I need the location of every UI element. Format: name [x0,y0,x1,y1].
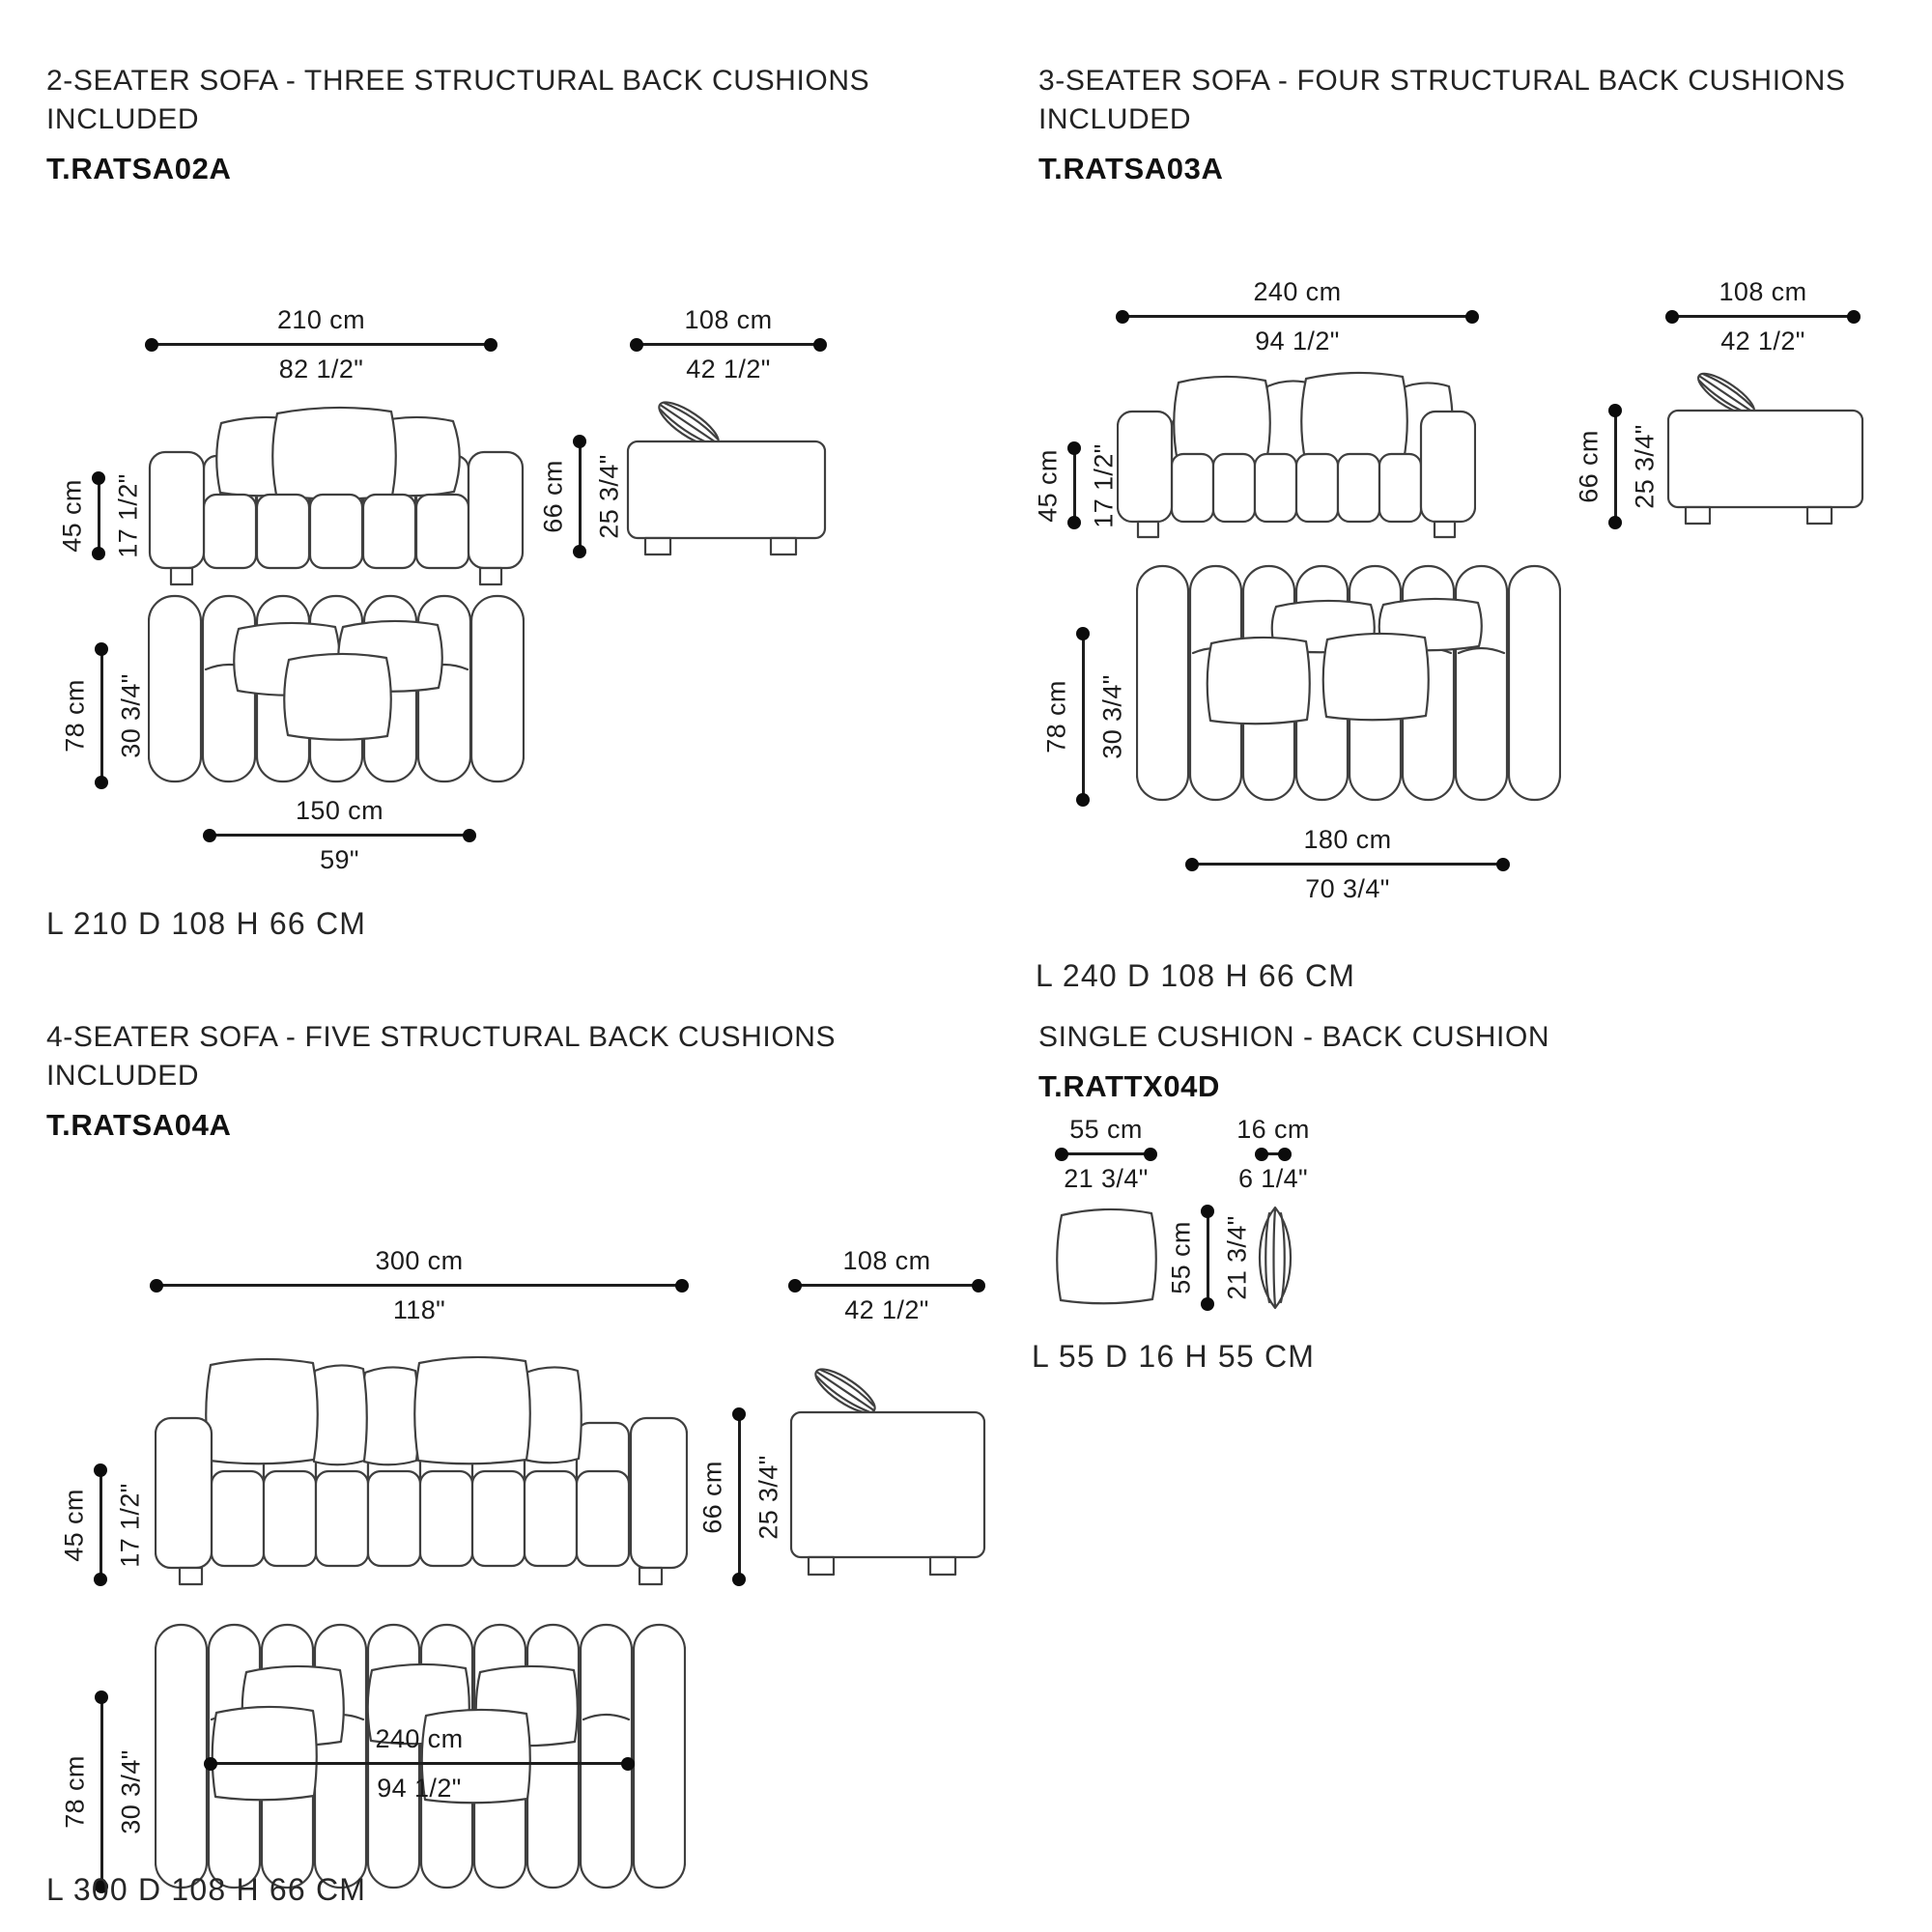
cushion-outline [1057,1209,1156,1303]
product-code: T.RATTX04D [1038,1069,1221,1103]
dim-in-label: 42 1/2" [686,355,771,384]
dim-in-label: 25 3/4" [594,454,624,539]
dim-cm-label: 180 cm [1303,825,1392,854]
product-code: T.RATSA03A [1038,152,1224,185]
panel-3seater-title [1038,62,1932,186]
dim-in-label: 59" [320,845,359,874]
dim-cm-label: 66 cm [1574,430,1604,503]
dim-2seater-front-width [148,305,495,384]
dim-cm-label: 16 cm [1236,1115,1310,1144]
dim-in-label: 94 1/2" [377,1774,462,1803]
panel-2seater-footer: L 210 D 108 H 66 CM [46,906,367,941]
sofa-body [791,1412,984,1575]
dimension-line [1119,315,1476,318]
dim-cm-label: 45 cm [57,479,87,553]
sofa-feet [1138,522,1455,537]
dim-in-label: 82 1/2" [278,355,364,384]
dim-in-label: 30 3/4" [116,1749,146,1834]
dim-cm-label: 66 cm [697,1460,727,1534]
panel-cushion-footer: L 55 D 16 H 55 CM [1032,1339,1316,1374]
dim-cm-label: 45 cm [59,1488,89,1562]
dim-in-label: 25 3/4" [1630,424,1660,509]
sofa-body [628,441,825,554]
product-code: T.RATSA02A [46,152,232,185]
three-seater-side-view [1666,365,1864,531]
product-code: T.RATSA04A [46,1108,232,1142]
dim-in-label: 94 1/2" [1255,327,1340,355]
dim-4seater-side-width [791,1246,982,1324]
dim-in-label: 42 1/2" [844,1295,929,1324]
sofa-body [1668,411,1862,524]
seat-cushions [204,495,469,568]
dim-cushion-width [1058,1115,1154,1193]
dim-in-label: 17 1/2" [1089,442,1119,528]
panel-cushion-title [1038,1018,1932,1104]
panel-title-line2: INCLUDED [46,103,200,135]
seat-cushions [1172,454,1421,522]
two-seater-front-view [148,404,525,587]
dim-in-label: 25 3/4" [753,1454,783,1540]
dim-cm-label: 55 cm [1069,1115,1143,1144]
dim-cm-label: 300 cm [375,1246,464,1275]
panel-title-line1: 2-SEATER SOFA - THREE STRUCTURAL BACK CUSHIONS [46,65,870,97]
dim-in-label: 30 3/4" [116,673,146,758]
dim-cm-label: 150 cm [296,796,384,825]
dim-3seater-side-width [1668,277,1858,355]
dimension-line [153,1284,686,1287]
dim-in-label: 21 3/4" [1222,1215,1252,1300]
dim-in-label: 6 1/4" [1237,1164,1309,1193]
dim-in-label: 17 1/2" [115,1482,145,1568]
three-seater-top-view [1136,564,1561,802]
dimension-line [148,343,495,346]
dim-in-label: 17 1/2" [113,473,143,558]
dim-3seater-seat-width [1188,825,1507,903]
two-seater-side-view [626,391,829,565]
dimension-line [1258,1152,1289,1155]
dim-cm-label: 66 cm [538,460,568,533]
dimension-line [633,343,824,346]
panel-4seater-title [46,1018,974,1143]
dim-2seater-seat-width [206,796,473,874]
panel-title-line1: SINGLE CUSHION - BACK CUSHION [1038,1021,1550,1053]
cushion-side-outline [1260,1208,1291,1308]
dim-cm-label: 78 cm [1041,680,1071,753]
dim-3seater-front-width [1119,277,1476,355]
four-seater-side-view [789,1350,986,1579]
dim-in-label: 70 3/4" [1305,874,1390,903]
dim-cm-label: 45 cm [1033,448,1063,523]
panel-title-line2: INCLUDED [1038,103,1192,135]
dim-cm-label: 55 cm [1166,1221,1196,1294]
panel-title-line1: 3-SEATER SOFA - FOUR STRUCTURAL BACK CUSHIONS [1038,65,1846,97]
back-cushions [206,1357,582,1464]
panel-title-line2: INCLUDED [46,1060,200,1092]
dim-cushion-depth [1236,1115,1310,1193]
dim-cm-label: 210 cm [277,305,365,334]
back-cushions [216,408,460,499]
dimension-line [1668,315,1858,318]
panel-4seater-footer: L 300 D 108 H 66 CM [46,1872,367,1907]
cushion-front-view [1053,1204,1161,1310]
dimension-line [1058,1152,1154,1155]
panel-title-line1: 4-SEATER SOFA - FIVE STRUCTURAL BACK CUSHIONS [46,1021,837,1053]
dim-cm-label: 78 cm [60,679,90,753]
dim-in-label: 21 3/4" [1064,1164,1149,1193]
dim-4seater-seat-width [207,1724,632,1803]
dim-cm-label: 240 cm [1253,277,1342,306]
sofa-feet [171,568,501,584]
dim-4seater-front-width [153,1246,686,1324]
two-seater-top-view [148,594,525,783]
dimension-line [791,1284,982,1287]
dim-in-label: 30 3/4" [1097,674,1127,759]
panel-2seater-title [46,62,974,186]
sofa-feet [180,1568,662,1584]
panel-3seater-footer: L 240 D 108 H 66 CM [1036,958,1356,993]
four-seater-front-view [155,1355,688,1589]
dim-cm-label: 78 cm [60,1755,90,1829]
dim-in-label: 118" [392,1295,446,1324]
dim-cm-label: 108 cm [684,305,773,334]
back-cushions [1174,373,1453,465]
dimension-line [1188,863,1507,866]
three-seater-front-view [1117,369,1476,541]
dim-2seater-side-width [633,305,824,384]
seat-cushions [212,1471,629,1566]
dim-cm-label: 108 cm [842,1246,931,1275]
dimension-line [206,834,473,837]
dimension-line [207,1762,632,1765]
dim-in-label: 42 1/2" [1720,327,1805,355]
dim-cm-label: 108 cm [1719,277,1807,306]
dim-cm-label: 240 cm [375,1724,464,1753]
cushion-side-view [1256,1206,1294,1310]
